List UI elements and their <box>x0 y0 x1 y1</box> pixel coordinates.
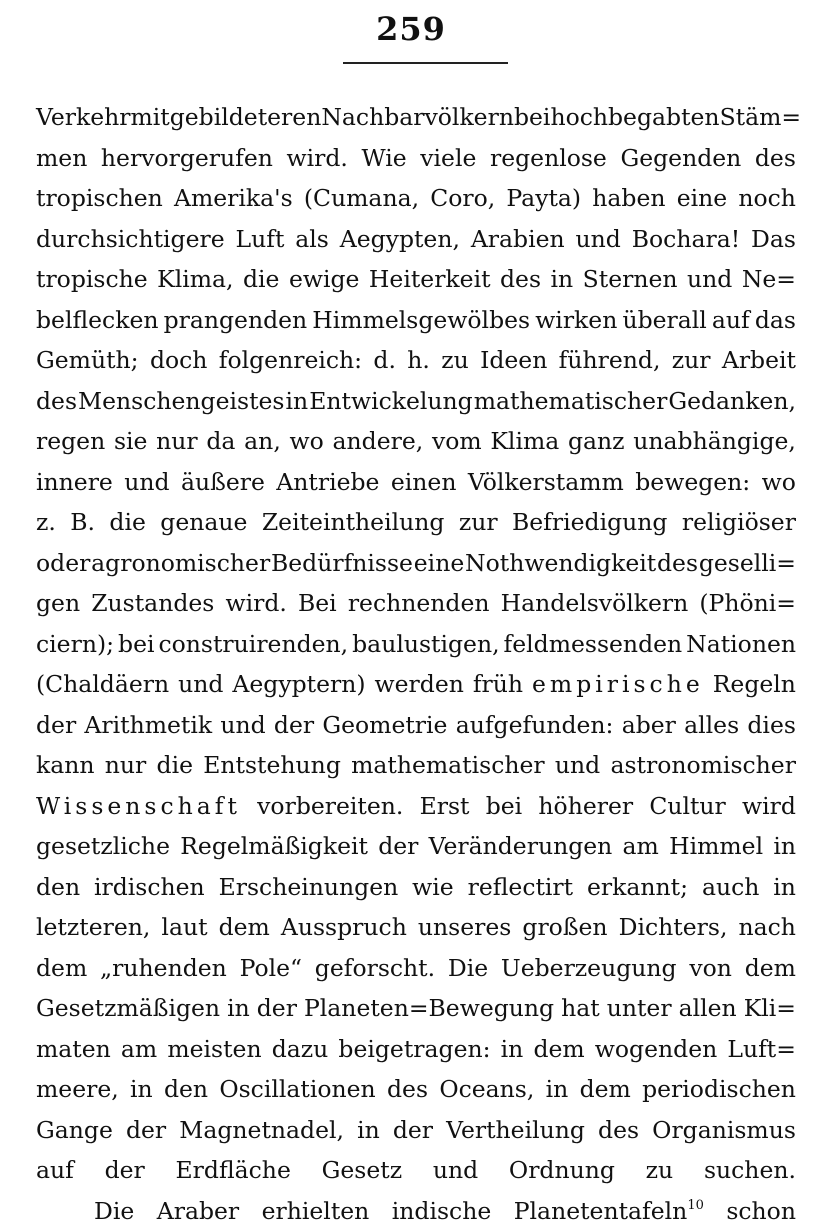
word: auf <box>36 1150 74 1191</box>
word: alles <box>684 705 739 746</box>
word: folgenreich: <box>219 340 362 381</box>
word: tropische <box>36 259 148 300</box>
word: belflecken <box>36 300 159 341</box>
word: Ausspruch <box>281 907 407 948</box>
text-line <box>36 624 796 665</box>
word: Gesetz <box>322 1150 402 1191</box>
word: Bei <box>298 583 337 624</box>
word: schon <box>726 1191 796 1231</box>
word: bei <box>514 97 550 138</box>
word: der <box>105 1150 145 1191</box>
word: hochbegabten <box>550 97 719 138</box>
word: dem <box>580 1069 631 1110</box>
word: tropischen <box>36 178 163 219</box>
word: wo <box>762 462 796 503</box>
word: Veränderungen <box>429 826 613 867</box>
word: dem <box>219 907 270 948</box>
word: des <box>500 259 541 300</box>
header-rule <box>343 62 508 64</box>
text-line <box>36 300 796 341</box>
word: in <box>546 1069 569 1110</box>
word: Oceans, <box>439 1069 534 1110</box>
word: Coro, <box>430 178 495 219</box>
word: kann <box>36 745 95 786</box>
word: viele <box>420 138 476 179</box>
footnote-marker: 10 <box>687 1198 704 1213</box>
text-line <box>36 988 796 1029</box>
word: in <box>773 826 796 867</box>
word: der <box>378 826 418 867</box>
word: erkannt; <box>587 867 688 908</box>
word: Himmel <box>669 826 763 867</box>
word: genaue <box>160 502 247 543</box>
word: Stäm= <box>720 97 802 138</box>
word: wird. <box>225 583 286 624</box>
word: wogenden <box>595 1029 717 1070</box>
word: höherer <box>538 786 633 827</box>
word: und <box>576 219 621 260</box>
word: Die <box>448 948 488 989</box>
word: zur <box>459 502 498 543</box>
word: ganz <box>568 421 625 462</box>
word: die <box>243 259 279 300</box>
word: hat <box>561 988 600 1029</box>
text-line <box>36 948 796 989</box>
word: dem <box>745 948 796 989</box>
word: mathematischer <box>474 381 668 422</box>
word: der <box>36 705 76 746</box>
word: in <box>130 1069 153 1110</box>
word: Himmelsgewölbes <box>312 300 530 341</box>
word: früh <box>473 664 523 705</box>
word: dies <box>747 705 796 746</box>
word: mit <box>130 97 169 138</box>
text-line <box>36 543 796 584</box>
word: Erdfläche <box>176 1150 291 1191</box>
text-line <box>36 1191 796 1231</box>
word: letzteren, <box>36 907 150 948</box>
text-line <box>36 1029 796 1070</box>
word: wo <box>290 421 324 462</box>
word: zur <box>672 340 711 381</box>
word: doch <box>150 340 208 381</box>
word: Payta) <box>506 178 581 219</box>
word: z. <box>36 502 56 543</box>
word: aufgefunden: <box>456 705 614 746</box>
word: bei <box>118 624 154 665</box>
word: Ne= <box>742 259 796 300</box>
word: in <box>286 381 309 422</box>
text-line <box>36 1069 796 1110</box>
word: Arabien <box>471 219 565 260</box>
word: wie <box>412 867 454 908</box>
word: Erst <box>420 786 470 827</box>
word: dazu <box>272 1029 329 1070</box>
word: Oscillationen <box>219 1069 375 1110</box>
word: regenlose <box>490 138 607 179</box>
word: periodischen <box>642 1069 796 1110</box>
text-line <box>36 381 796 422</box>
word: unabhängige, <box>633 421 796 462</box>
word: (Chaldäern <box>36 664 169 705</box>
word: zu <box>646 1150 674 1191</box>
word: (Phöni= <box>699 583 796 624</box>
word: Gange <box>36 1110 113 1151</box>
word: allen <box>679 988 737 1029</box>
word: vorbereiten. <box>257 786 403 827</box>
word: in <box>551 259 574 300</box>
word: Entwickelung <box>309 381 473 422</box>
word: bewegen: <box>635 462 750 503</box>
word: baulustigen, <box>352 624 499 665</box>
word: „ruhenden <box>100 948 227 989</box>
word: Bochara! <box>632 219 740 260</box>
word: eine <box>414 543 464 584</box>
word: der <box>126 1110 166 1151</box>
word: (Cumana, <box>304 178 419 219</box>
word: meere, <box>36 1069 119 1110</box>
word: gesetzliche <box>36 826 170 867</box>
word: des <box>387 1069 428 1110</box>
word: B. <box>70 502 95 543</box>
word: Planeten=Bewegung <box>304 988 554 1029</box>
text-line <box>36 97 796 138</box>
text-line <box>36 138 796 179</box>
word: meisten <box>167 1029 261 1070</box>
word: Bedürfnisse <box>271 543 413 584</box>
text-line <box>36 1110 796 1151</box>
word: da <box>206 421 235 462</box>
text-line <box>36 259 796 300</box>
word: in <box>501 1029 524 1070</box>
body-text <box>36 97 796 1231</box>
word: geselli= <box>699 543 796 584</box>
word: Befriedigung <box>512 502 667 543</box>
word: vom <box>432 421 482 462</box>
word: Zustandes <box>91 583 214 624</box>
word: ciern); <box>36 624 114 665</box>
word: Nothwendigkeit <box>465 543 656 584</box>
text-line <box>36 219 796 260</box>
text-line <box>36 1150 796 1191</box>
word: wirken <box>535 300 617 341</box>
word: hervorgerufen <box>101 138 273 179</box>
word: Luft= <box>727 1029 796 1070</box>
word: Aegypten, <box>340 219 460 260</box>
word: den <box>36 867 80 908</box>
word: mathematischer <box>351 745 545 786</box>
word: Klima, <box>157 259 233 300</box>
word: Arithmetik <box>84 705 212 746</box>
word: und <box>555 745 600 786</box>
word: construirenden, <box>158 624 348 665</box>
word: irdischen <box>94 867 205 908</box>
text-line <box>36 907 796 948</box>
text-line <box>36 786 796 827</box>
word: gen <box>36 583 80 624</box>
text-line <box>36 664 796 705</box>
word: Ordnung <box>509 1150 615 1191</box>
word: am <box>623 826 659 867</box>
word: Kli= <box>744 988 796 1029</box>
word: religiöser <box>682 502 796 543</box>
word: Dichters, <box>619 907 728 948</box>
word: Entstehung <box>203 745 341 786</box>
word: feldmessenden <box>504 624 683 665</box>
word: Vertheilung <box>446 1110 585 1151</box>
word: unter <box>607 988 672 1029</box>
word: Klima <box>490 421 559 462</box>
text-line <box>36 867 796 908</box>
word: des <box>755 138 796 179</box>
word: des <box>598 1110 639 1151</box>
text-line <box>36 462 796 503</box>
text-line <box>36 502 796 543</box>
word: maten <box>36 1029 111 1070</box>
word: Amerika's <box>174 178 293 219</box>
word: dem <box>36 948 87 989</box>
word: h. <box>407 340 430 381</box>
word: Luft <box>236 219 285 260</box>
word: agronomischer <box>91 543 270 584</box>
word: sie <box>114 421 147 462</box>
word: Heiterkeit <box>369 259 491 300</box>
word: Araber <box>157 1191 239 1231</box>
text-line <box>36 705 796 746</box>
word: Magnetnadel, <box>179 1110 344 1151</box>
word: nur <box>105 745 147 786</box>
word: des <box>657 543 698 584</box>
word: d. <box>373 340 396 381</box>
word: von <box>689 948 732 989</box>
word: dem <box>533 1029 584 1070</box>
word: Arbeit <box>722 340 796 381</box>
word: durchsichtigere <box>36 219 225 260</box>
word: eine <box>677 178 727 219</box>
word: Sternen <box>583 259 678 300</box>
word: bei <box>486 786 522 827</box>
word: wird. <box>287 138 348 179</box>
word: Ueberzeugung <box>501 948 677 989</box>
word: Erscheinungen <box>219 867 399 908</box>
word: prangenden <box>164 300 308 341</box>
word: Aegyptern) <box>232 664 365 705</box>
word: Die <box>94 1191 134 1231</box>
word: auf <box>712 300 750 341</box>
word: Regelmäßigkeit <box>180 826 368 867</box>
word: Gedanken, <box>668 381 796 422</box>
word: überall <box>622 300 706 341</box>
word: an, <box>244 421 281 462</box>
word: noch <box>738 178 796 219</box>
word: äußere <box>181 462 265 503</box>
word: Verkehr <box>36 97 130 138</box>
word: in <box>773 867 796 908</box>
word: Cultur <box>649 786 725 827</box>
word: empirische <box>532 664 704 705</box>
word: geforscht. <box>315 948 435 989</box>
word: der <box>257 988 297 1029</box>
word: nur <box>156 421 198 462</box>
word: Gegenden <box>620 138 741 179</box>
word: haben <box>592 178 665 219</box>
text-line <box>36 178 796 219</box>
word: indische <box>392 1191 491 1231</box>
word: aber <box>622 705 676 746</box>
word: Handelsvölkern <box>501 583 689 624</box>
word: in <box>357 1110 380 1151</box>
word: zu <box>441 340 469 381</box>
text-line <box>36 421 796 462</box>
word: reflectirt <box>468 867 574 908</box>
word: und <box>220 705 265 746</box>
word: großen <box>522 907 607 948</box>
word: Geometrie <box>322 705 447 746</box>
word: Menschengeistes <box>78 381 284 422</box>
word: beigetragen: <box>338 1029 490 1070</box>
word: auch <box>702 867 759 908</box>
word: Nachbarvölkern <box>321 97 514 138</box>
word: des <box>36 381 77 422</box>
word: unseres <box>418 907 511 948</box>
word: nach <box>738 907 795 948</box>
word: am <box>121 1029 157 1070</box>
word: Gemüth; <box>36 340 139 381</box>
word: die <box>157 745 193 786</box>
text-line <box>36 826 796 867</box>
word: andere, <box>333 421 424 462</box>
word: rechnenden <box>348 583 490 624</box>
word: Wie <box>362 138 407 179</box>
word: Ideen <box>480 340 547 381</box>
word: werden <box>375 664 464 705</box>
text-line <box>36 340 796 381</box>
word: Zeiteintheilung <box>262 502 445 543</box>
word: der <box>393 1110 433 1151</box>
word: das <box>755 300 796 341</box>
word: regen <box>36 421 105 462</box>
word: und <box>433 1150 478 1191</box>
word: Nationen <box>686 624 796 665</box>
word: und <box>178 664 223 705</box>
word: und <box>124 462 169 503</box>
word: oder <box>36 543 90 584</box>
word: men <box>36 138 87 179</box>
word: Gesetzmäßigen <box>36 988 220 1029</box>
word: Pole“ <box>240 948 302 989</box>
word: laut <box>161 907 207 948</box>
word: Planetentafeln$^{10}$ <box>514 1191 704 1231</box>
word: erhielten <box>262 1191 370 1231</box>
word: einen <box>391 462 457 503</box>
word: Regeln <box>713 664 796 705</box>
word: suchen. <box>704 1150 796 1191</box>
word: der <box>274 705 314 746</box>
word: den <box>164 1069 208 1110</box>
word: innere <box>36 462 113 503</box>
word: als <box>295 219 329 260</box>
word: ewige <box>289 259 360 300</box>
word: Wissenschaft <box>36 786 241 827</box>
word: Völkerstamm <box>468 462 624 503</box>
word: gebildeteren <box>170 97 322 138</box>
word: die <box>109 502 145 543</box>
word: in <box>227 988 250 1029</box>
word: Antriebe <box>276 462 379 503</box>
word: astronomischer <box>610 745 795 786</box>
text-line <box>36 583 796 624</box>
word: und <box>687 259 732 300</box>
text-line <box>36 745 796 786</box>
word: Das <box>751 219 796 260</box>
page-number: 259 <box>0 10 822 48</box>
word: Organismus <box>652 1110 796 1151</box>
word: wird <box>742 786 796 827</box>
word: führend, <box>559 340 661 381</box>
